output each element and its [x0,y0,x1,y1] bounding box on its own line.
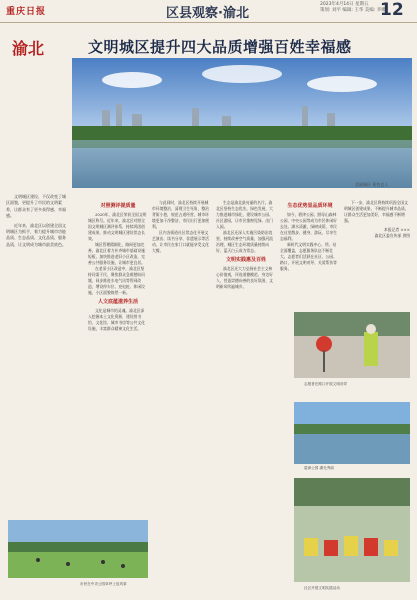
article-column [152,200,212,500]
lake-caption: 碧津公园 湖光秀丽 [304,466,334,470]
crossing-image [294,312,410,378]
body-paragraph: 渝北区还大力弘扬社会主义核心价值观，评选道德模范、身边好人，营造崇德向善的良好氛围，文明新风吹遍城乡。 [216,266,273,289]
body-paragraph: 区内各街道社区常态化开展文艺演出、读书分享、非遗展示等活动，让市民在家门口就能享受文化大餐。 [152,230,209,253]
lead-paragraph: 文明城区建设，不仅改变了城区面貌，更提升了市民的文明素养，让群众有了更多获得感、幸福感。 [6,194,66,219]
body-paragraph: 新时代文明实践中心、所、站全面覆盖，志愿服务队伍不断壮大。志愿者们活跃在社区、公园、路口，开展文明劝导、关爱帮扶等服务。 [280,242,337,271]
crossing-caption: 志愿者在路口开展文明劝导 [304,382,348,386]
body-paragraph: 生态是渝北最亮丽的名片。渝北区坚持生态优先、绿色发展，大力推进城市绿化，建设城市公园、社区游园，让市民推窗见绿、出门入园。 [216,200,273,229]
subhead: 人文底蕴滋养生活 [97,299,138,305]
date-block [320,2,386,14]
article-column [344,200,410,290]
headline: 文明城区提升四大品质增强百姓幸福感 [88,38,352,56]
park-image [8,520,148,578]
park-photo [8,520,148,578]
event-caption: 社区开展文明实践活动 [304,586,340,590]
subhead: 生态优势显品质环境 [287,203,333,209]
subhead: 对照测评提质量 [100,203,136,209]
hero-photo [72,58,412,188]
editor-line: 策划: 刘平 编辑: 王华 美编: 李娜 [320,8,386,13]
body-paragraph: 如今，碧津公园、照母山森林公园、中央公园等成为市民休闲好去处。湖水清澈，绿树成荫，市民在这里散步、健身、游玩，尽享生态福利。 [280,212,337,241]
body-paragraph: 在老旧小区改造中，渝北区坚持问需于民，聚焦群众急难愁盼问题，同步推进水电气讯等管网改造，增设停车位、充电桩、休闲设施，小区面貌焕然一新。 [88,266,145,295]
body-paragraph: 城区管理精细化，路网更加完善。渝北区着力补齐城市基础设施短板，加快推进老旧小区改造，完善公共服务设施，让城市更宜居。 [88,242,145,265]
hero-caption: 美丽城区 景色宜人 [355,182,389,187]
byline-reporter: 本报记者 ××× [384,227,410,232]
masthead [0,0,417,23]
body-paragraph: 2020年，渝北区荣获全国文明城区称号。近年来，渝北区对照全国文明城区测评体系，持续巩固创建成果，推动文明城区建设常态长效。 [88,212,147,241]
event-image [294,478,410,582]
region-tag: 渝北 [12,39,45,58]
body-paragraph: 渝北区还深入实施污染防治攻坚，持续改善空气质量，加强河流治理，城区生态环境质量持续向好，蓝天白云成为常态。 [216,230,273,253]
crossing-photo [294,312,410,378]
article-column [88,200,148,440]
event-photo [294,478,410,582]
body-paragraph: 文化是城市的灵魂。渝北区深入挖掘本土文化资源，建设图书馆、文化馆、城市书房等公共文化设施，丰富群众精神文化生活。 [88,308,145,331]
city-lake-image [72,58,412,188]
lake-image [294,402,410,464]
park-caption: 市民在中央公园草坪上放风筝 [80,582,127,586]
article-column [280,200,340,320]
article-column [216,200,276,500]
page-number: 12 [380,0,404,20]
brand-logo: 重庆日报 [6,7,47,17]
lead-paragraphs [6,194,66,251]
lake-photo [294,402,410,464]
body-paragraph: 与此同时，渝北区持续开展城市环境整治，清理卫生死角，整治背街小巷，规范占道经营，城市环境更加干净整洁，市民出行更加便利。 [152,200,209,229]
section-title: 区县观察·渝北 [166,6,249,21]
byline [344,227,410,239]
body-paragraph: 下一步，渝北区将持续巩固全国文明城区创建成果，不断提升城市品质，让群众生活更加美好，幸福感不断增强。 [344,200,409,223]
subhead: 文明实践惠及百姓 [225,257,266,263]
byline-photo: 渝北区委宣传部 供图 [374,233,410,238]
lead-paragraph: 近年来，渝北区以创建全国文明城区为抓手，着力提升城市功能品质、生态品质、文化品质、服务品质，让文明成为城市最美底色。 [6,222,66,247]
date-line: 2023年4月14日 星期五 [320,2,369,7]
